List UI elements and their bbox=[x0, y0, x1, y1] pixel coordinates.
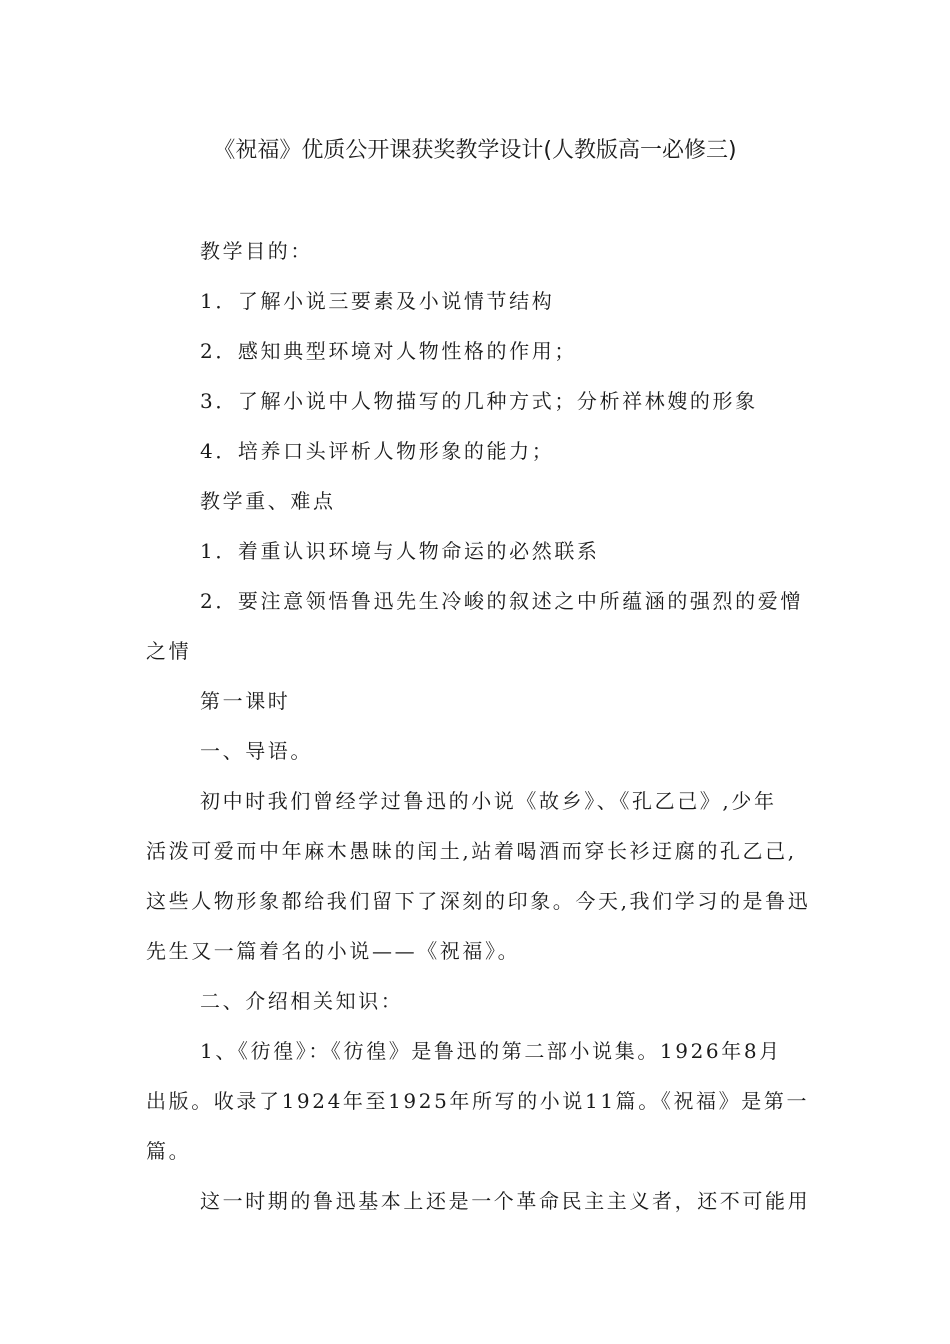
document-title: 《祝福》优质公开课获奖教学设计(人教版高一必修三) bbox=[213, 138, 737, 163]
paragraph-line: 出版。收录了1924年至1925年所写的小说11篇。《祝福》是第一 bbox=[146, 1089, 810, 1113]
heading-lesson-one: 第一课时 bbox=[200, 689, 291, 713]
section-introduction: 一、导语。 bbox=[200, 739, 313, 763]
paragraph-line: 初中时我们曾经学过鲁迅的小说《故乡》、《孔乙己》,少年 bbox=[200, 789, 777, 813]
key-point-2-continued: 之情 bbox=[146, 639, 192, 663]
goal-item-1: 1．了解小说三要素及小说情节结构 bbox=[200, 289, 555, 313]
paragraph-line: 篇。 bbox=[146, 1139, 192, 1163]
paragraph-line: 先生又一篇着名的小说——《祝福》。 bbox=[146, 939, 521, 963]
paragraph-line: 活泼可爱而中年麻木愚昧的闰土,站着喝酒而穿长衫迂腐的孔乙己, bbox=[146, 839, 797, 863]
heading-key-points: 教学重、难点 bbox=[200, 489, 336, 513]
paragraph-line: 这一时期的鲁迅基本上还是一个革命民主主义者，还不可能用 bbox=[200, 1189, 811, 1213]
key-point-2: 2．要注意领悟鲁迅先生冷峻的叙述之中所蕴涵的强烈的爱憎 bbox=[200, 589, 803, 613]
goal-item-3: 3．了解小说中人物描写的几种方式；分析祥林嫂的形象 bbox=[200, 389, 758, 413]
key-point-1: 1．着重认识环境与人物命运的必然联系 bbox=[200, 539, 600, 563]
goal-item-4: 4．培养口头评析人物形象的能力； bbox=[200, 439, 555, 463]
paragraph-line: 这些人物形象都给我们留下了深刻的印象。今天,我们学习的是鲁迅 bbox=[146, 889, 811, 913]
goal-item-2: 2．感知典型环境对人物性格的作用； bbox=[200, 339, 577, 363]
heading-teaching-goals: 教学目的： bbox=[200, 239, 313, 263]
section-background-knowledge: 二、介绍相关知识： bbox=[200, 989, 404, 1013]
paragraph-line: 1、《彷徨》：《彷徨》是鲁迅的第二部小说集。1926年8月 bbox=[200, 1039, 782, 1063]
